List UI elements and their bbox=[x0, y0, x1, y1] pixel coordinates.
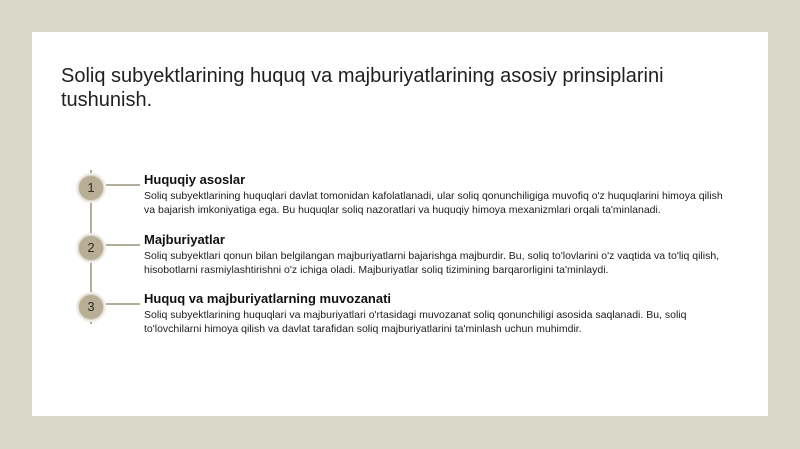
slide bbox=[32, 32, 768, 416]
step-number-badge: 2 bbox=[78, 235, 104, 261]
step-number-badge: 1 bbox=[78, 175, 104, 201]
item-description: Soliq subyektlarining huquqlari davlat tomonidan kafolatlanadi, ular soliq qonunchiligiga muvofiq o'z huquqlarini himoya qilish va bajarish imkoniyatiga ega. Bu huquqlar soliq nazoratlari va huquqiy himoya mexanizmlari orqali ta'minlanadi. bbox=[144, 190, 723, 216]
timeline-item bbox=[144, 232, 729, 277]
timeline-item bbox=[144, 172, 729, 217]
timeline-connector bbox=[106, 303, 140, 305]
timeline-connector bbox=[106, 184, 140, 186]
item-title: Huquq va majburiyatlarning muvozanati bbox=[144, 291, 392, 306]
item-description: Soliq subyektlari qonun bilan belgilangan majburiyatlarni bajarishga majburdir. Bu, soliq to'lovlarini o'z vaqtida va to'liq qilish, hisobotlarni rasmiylashtirishni o'z ichiga oladi. Majburiyatlar soliq tizimining barqarorligini ta'minlaydi. bbox=[144, 250, 720, 276]
slide-title: Soliq subyektlarining huquq va majburiyatlarining asosiy prinsiplarini tushunish. bbox=[61, 65, 664, 111]
step-number-badge: 3 bbox=[78, 294, 104, 320]
timeline-item bbox=[144, 291, 729, 336]
timeline-connector bbox=[106, 244, 140, 246]
item-title: Huquqiy asoslar bbox=[144, 172, 246, 187]
item-title: Majburiyatlar bbox=[144, 232, 225, 247]
item-description: Soliq subyektlarining huquqlari va majburiyatlari o'rtasidagi muvozanat soliq qonunchiligi asosida saqlanadi. Bu, soliq to'lovchilarni himoya qilish va davlat tarafidan soliq majburiyatlarini ta'minlash uchun muhimdir. bbox=[144, 309, 687, 335]
